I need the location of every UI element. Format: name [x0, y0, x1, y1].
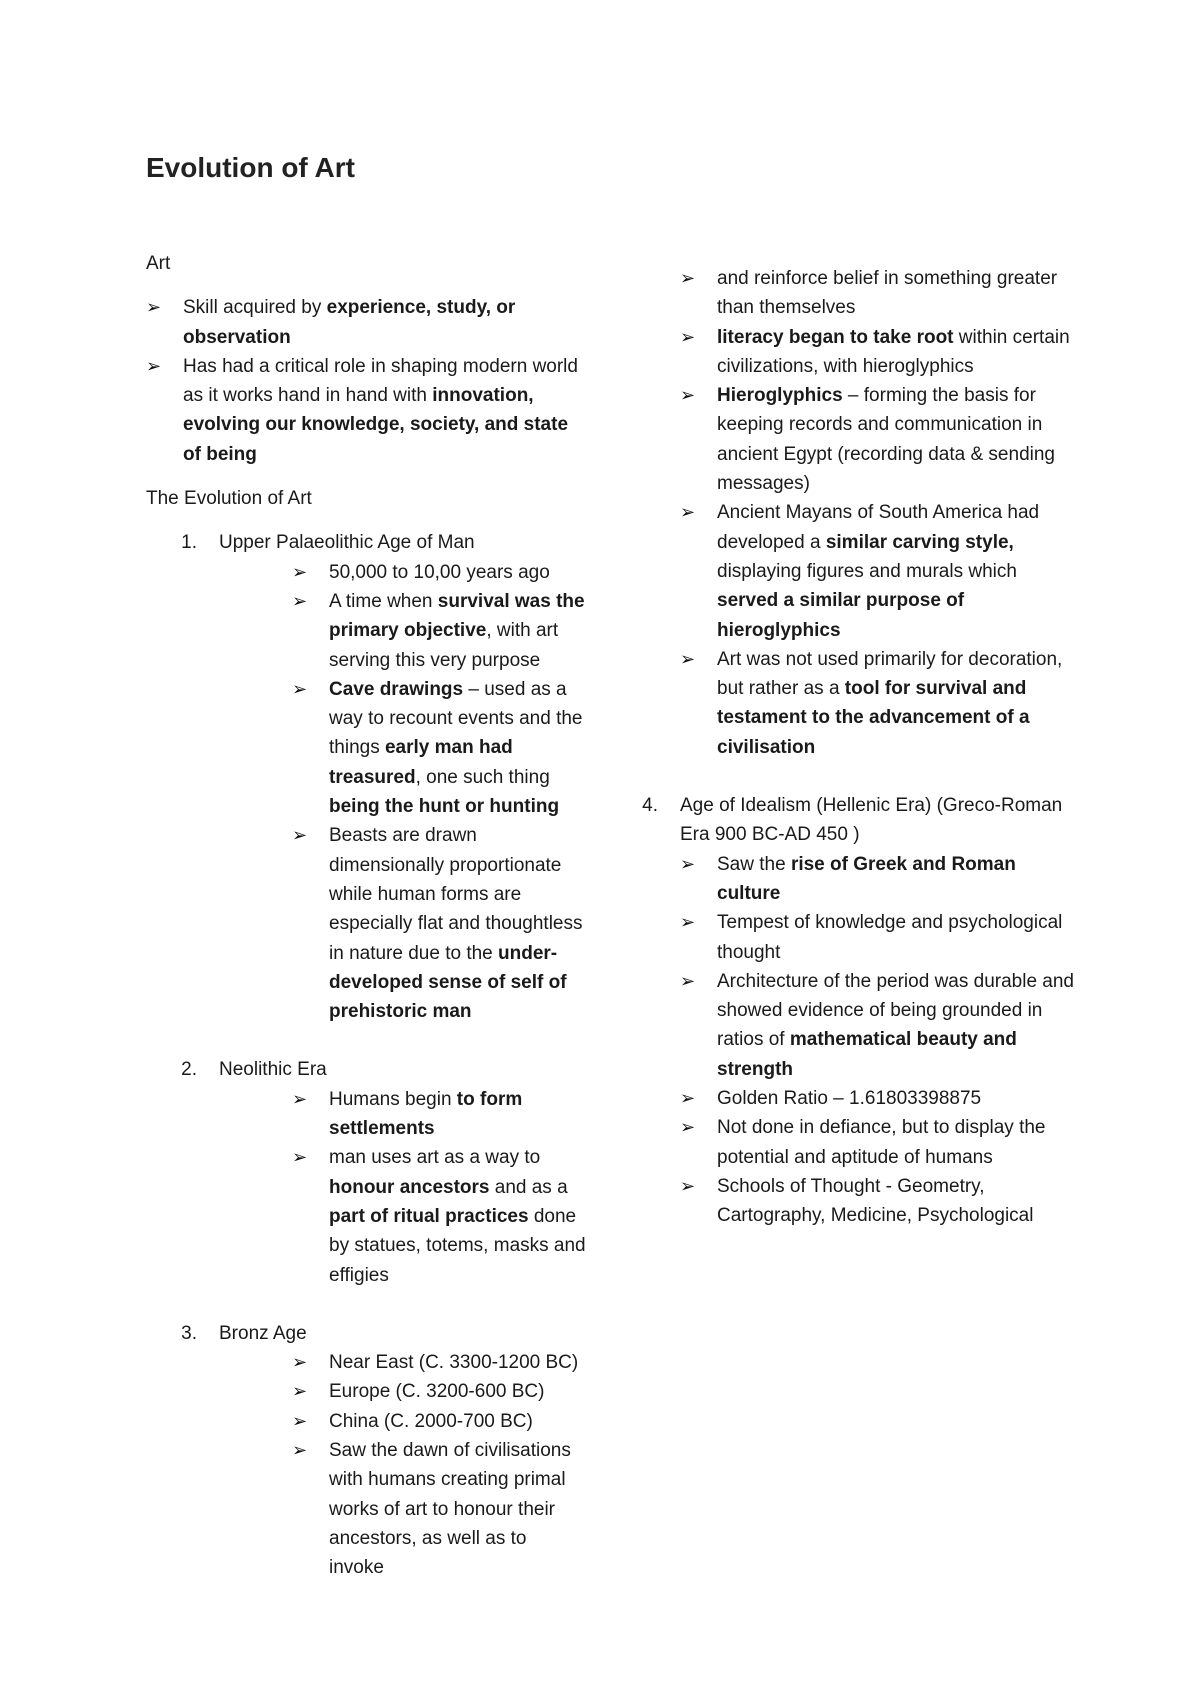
- section-4-number: 4.: [642, 795, 658, 817]
- section-1-title: Upper Palaeolithic Age of Man: [219, 532, 475, 554]
- list-item-text: [717, 908, 1080, 967]
- evolution-heading: The Evolution of Art: [146, 488, 312, 510]
- section-1-number: 1.: [181, 532, 197, 554]
- arrow-bullet-icon: ➢: [680, 912, 696, 933]
- text-run: Golden Ratio – 1.61803398875: [717, 1088, 982, 1110]
- list-item-text: [329, 1143, 586, 1289]
- list-item-text: [329, 1377, 544, 1406]
- art-heading: Art: [146, 253, 171, 274]
- list-item: [292, 675, 586, 821]
- section-2-title: Neolithic Era: [219, 1059, 327, 1081]
- bold-text: similar carving style,: [825, 531, 1014, 553]
- bold-text: served a similar purpose of hieroglyphics: [717, 590, 965, 641]
- arrow-bullet-icon: ➢: [292, 561, 308, 582]
- list-item: [680, 1084, 1080, 1113]
- list-item-text: [717, 645, 1080, 762]
- list-item-text: [717, 1084, 981, 1113]
- list-item-text: [183, 293, 586, 352]
- arrow-bullet-icon: ➢: [146, 297, 162, 318]
- section-4-heading: [607, 791, 1080, 850]
- list-item: [680, 1113, 1080, 1172]
- list-item: [146, 293, 586, 352]
- list-item-text: [329, 1436, 586, 1582]
- page-title: Evolution of Art: [146, 152, 355, 183]
- bold-text: mathematical beauty and strength: [717, 1029, 1017, 1080]
- arrow-bullet-icon: ➢: [680, 1175, 696, 1196]
- bold-text: part of ritual practices: [329, 1205, 529, 1227]
- text-run: Europe (C. 3200-600 BC): [329, 1381, 545, 1403]
- text-run: 50,000 to 10,00 years ago: [329, 561, 550, 583]
- arrow-bullet-icon: ➢: [680, 385, 696, 406]
- list-item: [680, 645, 1080, 762]
- text-run: Near East (C. 3300-1200 BC): [329, 1352, 579, 1374]
- list-item-text: [329, 1348, 578, 1377]
- section-3-number: 3.: [181, 1322, 197, 1344]
- list-item-text: [329, 675, 586, 821]
- section-2-heading: [146, 1055, 586, 1084]
- text-run: Skill acquired by: [183, 297, 327, 319]
- list-item: [680, 264, 1080, 323]
- text-run: China (C. 2000-700 BC): [329, 1410, 533, 1432]
- arrow-bullet-icon: ➢: [292, 1147, 308, 1168]
- arrow-bullet-icon: ➢: [292, 1410, 308, 1431]
- arrow-bullet-icon: ➢: [292, 1352, 308, 1373]
- arrow-bullet-icon: ➢: [680, 502, 696, 523]
- text-run: within certain civilizations, with hieroglyphics: [717, 326, 1070, 377]
- arrow-bullet-icon: ➢: [292, 590, 308, 611]
- arrow-bullet-icon: ➢: [680, 326, 696, 347]
- text-run: – used as a way to recount events and the things: [329, 678, 583, 759]
- section-4-bullet-list: [680, 850, 1080, 1231]
- text-run: Saw the: [717, 853, 791, 875]
- bold-text: under-developed sense of self of prehistoric man: [329, 942, 567, 1023]
- list-item-text: [717, 1172, 1080, 1231]
- list-item: [292, 558, 586, 587]
- bold-text: being the hunt or hunting: [329, 796, 560, 818]
- arrow-bullet-icon: ➢: [292, 678, 308, 699]
- arrow-bullet-icon: ➢: [292, 1381, 308, 1402]
- list-item-text: [329, 587, 586, 675]
- text-run: Beasts are drawn dimensionally proportionate while human forms are especially flat and thoughtless in nature due to the: [329, 825, 583, 964]
- list-item: [680, 1172, 1080, 1231]
- bold-text: rise of Greek and Roman culture: [717, 853, 1016, 904]
- list-item: [292, 1085, 586, 1144]
- text-run: Humans begin: [329, 1088, 457, 1110]
- bold-text: innovation, evolving our knowledge, society, and state of being: [183, 385, 569, 465]
- list-item: [680, 498, 1080, 644]
- text-run: and as a: [489, 1176, 568, 1198]
- section-3-title: Bronz Age: [219, 1322, 307, 1344]
- text-run: man uses art as a way to: [329, 1147, 541, 1169]
- text-run: Ancient Mayans of South America had developed a: [717, 502, 1040, 553]
- list-item: [292, 587, 586, 675]
- text-run: – forming the basis for keeping records and communication in ancient Egypt (recording data & sending messages): [717, 385, 1055, 495]
- list-item-text: [717, 381, 1080, 498]
- section-2-bullet-list: [292, 1085, 586, 1290]
- bold-text: early man had treasured: [329, 737, 513, 788]
- text-run: Tempest of knowledge and psychological thought: [717, 912, 1063, 963]
- section-3-bullet-list: [292, 1348, 586, 1582]
- section-1-heading: [146, 528, 586, 557]
- arrow-bullet-icon: ➢: [680, 268, 696, 288]
- arrow-bullet-icon: ➢: [292, 825, 308, 846]
- text-run: Not done in defiance, but to display the potential and aptitude of humans: [717, 1117, 1046, 1168]
- list-item: [680, 323, 1080, 382]
- list-item: [292, 1407, 586, 1436]
- continued-bullet-list: [680, 264, 1080, 762]
- arrow-bullet-icon: ➢: [680, 1117, 696, 1138]
- bold-text: honour ancestors: [329, 1176, 490, 1198]
- text-run: , one such thing: [415, 766, 550, 788]
- list-item-text: [717, 850, 1080, 909]
- text-run: Has had a critical role in shaping modern world as it works hand in hand with: [183, 355, 578, 407]
- section-4-title: Age of Idealism (Hellenic Era) (Greco-Roman Era 900 BC-AD 450 ): [680, 795, 1063, 846]
- text-run: and reinforce belief in something greater than themselves: [717, 268, 1058, 319]
- list-item: [146, 352, 586, 469]
- section-1-bullet-list: [292, 558, 586, 1027]
- list-item-text: [717, 264, 1080, 323]
- list-item-text: [329, 1085, 586, 1144]
- list-item: [680, 850, 1080, 909]
- text-run: Architecture of the period was durable and showed evidence of being grounded in ratios of: [717, 970, 1074, 1051]
- list-item-text: [717, 498, 1080, 644]
- list-item: [292, 1348, 586, 1377]
- text-run: displaying figures and murals which: [717, 560, 1017, 582]
- list-item: [292, 821, 586, 1026]
- bold-text: survival was the primary objective: [329, 590, 585, 642]
- list-item-text: [329, 821, 586, 1026]
- list-item-text: [183, 352, 586, 469]
- left-column: [146, 249, 586, 1582]
- arrow-bullet-icon: ➢: [146, 355, 162, 376]
- bold-text: Hieroglyphics: [717, 385, 843, 407]
- bold-text: literacy began to take root: [717, 326, 954, 348]
- list-item: [292, 1436, 586, 1582]
- text-run: , with art serving this very purpose: [329, 620, 559, 671]
- arrow-bullet-icon: ➢: [680, 648, 696, 669]
- arrow-bullet-icon: ➢: [680, 1088, 696, 1109]
- list-item: [292, 1143, 586, 1289]
- list-item-text: [717, 967, 1080, 1084]
- arrow-bullet-icon: ➢: [680, 853, 696, 874]
- list-item-text: [329, 558, 550, 587]
- bold-text: tool for survival and testament to the advancement of a civilisation: [717, 678, 1030, 758]
- list-item: [680, 381, 1080, 498]
- list-item: [292, 1377, 586, 1406]
- arrow-bullet-icon: ➢: [292, 1439, 308, 1460]
- list-item-text: [717, 323, 1080, 382]
- bold-text: Cave drawings: [329, 678, 464, 700]
- section-3-heading: [146, 1319, 586, 1348]
- text-run: Art was not used primarily for decoration, but rather as a: [717, 648, 1063, 700]
- list-item-text: [329, 1407, 533, 1436]
- list-item-text: [717, 1113, 1080, 1172]
- arrow-bullet-icon: ➢: [680, 970, 696, 991]
- list-item: [680, 967, 1080, 1084]
- bold-text: to form settlements: [329, 1088, 523, 1140]
- bold-text: experience, study, or observation: [183, 297, 516, 348]
- right-column: [642, 264, 1080, 1231]
- arrow-bullet-icon: ➢: [292, 1088, 308, 1109]
- text-run: Saw the dawn of civilisations with humans creating primal works of art to honour their ancestors, as well as to invoke: [329, 1439, 571, 1579]
- text-run: done by statues, totems, masks and effigies: [329, 1205, 586, 1286]
- text-run: Schools of Thought - Geometry, Cartography, Medicine, Psychological: [717, 1175, 1034, 1227]
- text-run: A time when: [329, 590, 438, 612]
- section-2-number: 2.: [181, 1059, 197, 1081]
- art-bullet-list: [146, 293, 586, 469]
- list-item: [680, 908, 1080, 967]
